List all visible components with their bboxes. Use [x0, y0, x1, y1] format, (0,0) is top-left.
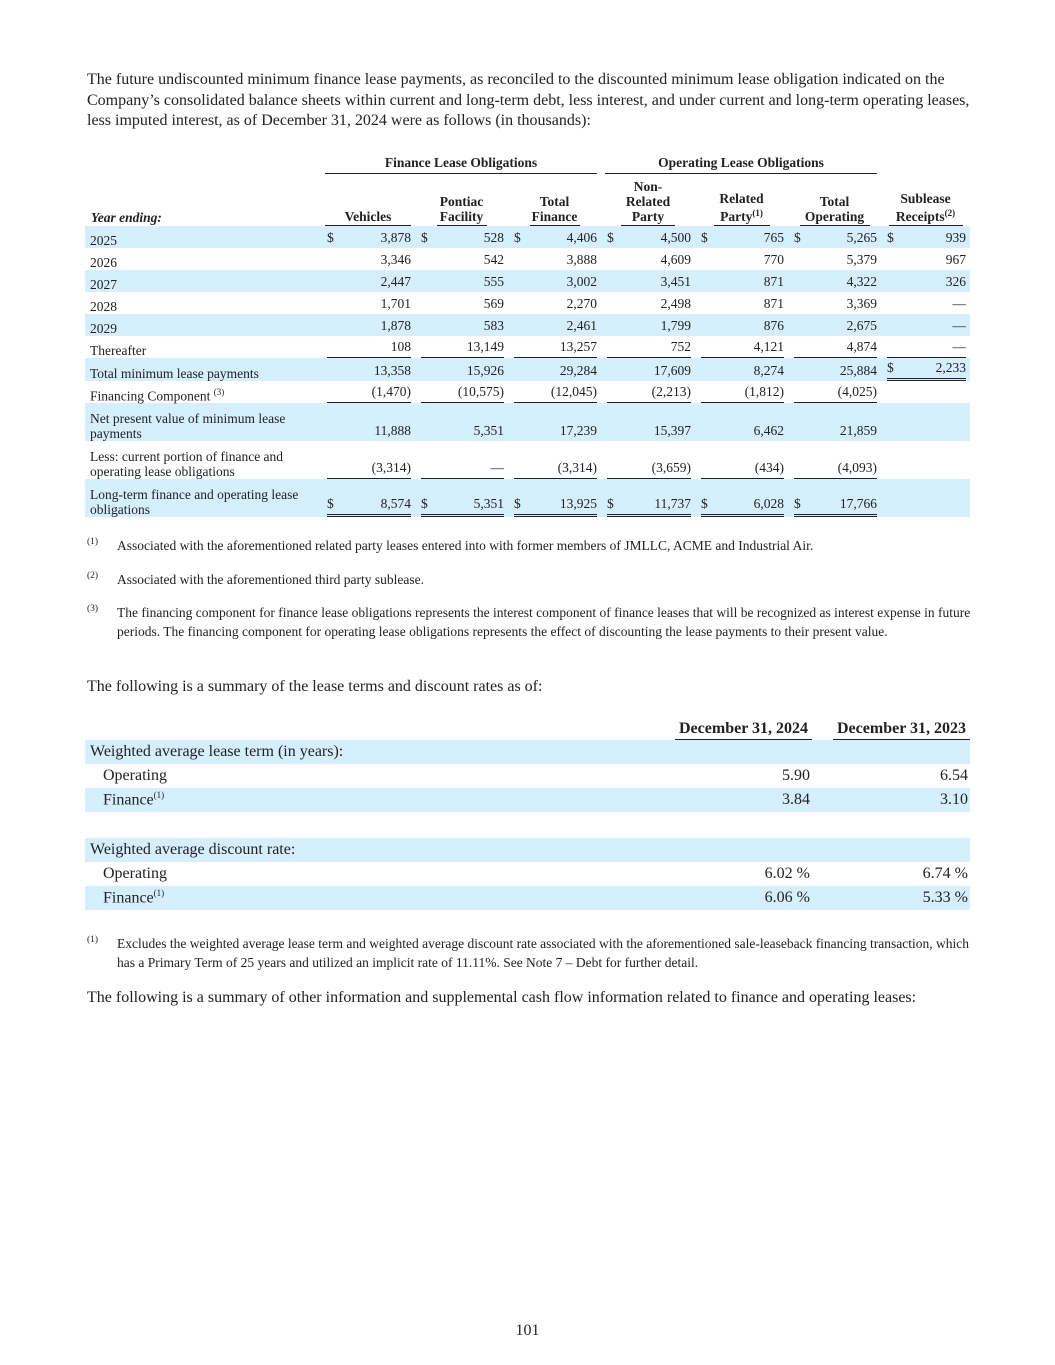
table-cell: 5,379: [846, 252, 877, 267]
table-cell: $ 5,265: [788, 226, 881, 248]
row-label: Financing Component $^{(3)}$: [90, 386, 225, 403]
table-cell: —: [881, 336, 970, 358]
table-cell: (4,093): [788, 441, 881, 479]
table-cell: (10,575): [415, 381, 508, 403]
intro-paragraph: The future undiscounted minimum finance lease payments, as reconciled to the discounted minimum lease obligation indicated on the Company’s consolidated balance sheets within current and long-term debt, less interest, and under current and long-term operating leases, less imputed interest, as of December 31, 2024 were as follows (in thousands):: [87, 71, 970, 129]
table-cell: —: [952, 296, 966, 311]
operating-group-header: Operating Lease Obligations: [601, 152, 881, 174]
table-cell: 13,149: [415, 336, 508, 358]
table-cell: 4,121: [695, 336, 788, 358]
table-cell: 5,351: [415, 403, 508, 441]
table-cell: 15,397: [601, 403, 695, 441]
table-cell: 2,675: [788, 314, 881, 336]
table-cell: [881, 479, 970, 517]
table-cell: 752: [601, 336, 695, 358]
table-cell: $ 13,925: [508, 479, 601, 517]
table-row: [85, 381, 970, 403]
table-cell: 3,369: [846, 296, 877, 311]
table-cell: 108: [321, 336, 415, 358]
table-cell: 3,346: [380, 252, 411, 267]
table-cell: $ 17,766: [788, 479, 881, 517]
table-cell: 11,888: [321, 403, 415, 441]
table-cell: 2,270: [566, 296, 597, 311]
table-cell: 3,002: [508, 270, 601, 292]
col-total-operating: Total Operating: [788, 174, 881, 226]
summary-footnote: (1) Excludes the weighted average lease term and weighted average discount rate associated with the aforementioned sale-leaseback financing transaction, which has a Primary Term of 25 years and utilized an implicit rate of 11.11%. See Note 7 – Debt for further detail.: [87, 935, 970, 970]
table-cell: $ 4,500: [601, 226, 695, 248]
table-cell: 1,878: [321, 314, 415, 336]
rate-operating-row: Operating 6.02 % 6.74 %: [103, 865, 968, 882]
table-cell: 13,257: [508, 336, 601, 358]
col-related: Related Party$^{(1)}$: [695, 174, 788, 226]
table-cell: —: [881, 314, 970, 336]
col-sublease: Sublease Receipts$^{(2)}$: [881, 174, 970, 226]
row-label: Long-term finance and operating lease obligations: [85, 479, 321, 517]
table-cell: 13,358: [321, 358, 415, 381]
term-header: Weighted average lease term (in years):: [85, 740, 970, 764]
table-row: [85, 479, 970, 517]
table-cell: (2,213): [601, 381, 695, 403]
table-cell: (1,812): [695, 381, 788, 403]
table-cell: 21,859: [788, 403, 881, 441]
table-cell: (434): [695, 441, 788, 479]
term-operating-row: Operating 5.90 6.54: [103, 767, 968, 784]
col-nonrelated: Non- Related Party: [601, 174, 695, 226]
table-cell: (3,659): [601, 441, 695, 479]
table-cell: 25,884: [788, 358, 881, 381]
table-cell: 871: [763, 296, 784, 311]
table-cell: $ 11,737: [601, 479, 695, 517]
table-cell: 542: [483, 252, 504, 267]
table-row: [85, 441, 970, 479]
table-cell: 2,461: [508, 314, 601, 336]
table-cell: (3,314): [508, 441, 601, 479]
col-total-finance: Total Finance: [508, 174, 601, 226]
table-cell: 4,609: [660, 252, 691, 267]
table-cell: $ 765: [695, 226, 788, 248]
table-cell: 871: [695, 270, 788, 292]
table-cell: (3,314): [321, 441, 415, 479]
footnote-1: (1) Associated with the aforementioned related party leases entered into with former members of JMLLC, ACME and Industrial Air.: [87, 537, 814, 553]
col-pontiac: Pontiac Facility: [415, 174, 508, 226]
table-cell: $ 4,406: [508, 226, 601, 248]
rate-finance-row: Finance$^{(1)}$ 6.06 % 5.33 %: [85, 886, 970, 910]
page-number: 101: [515, 1322, 540, 1339]
table-cell: 17,609: [601, 358, 695, 381]
table-cell: 1,799: [601, 314, 695, 336]
rate-header: Weighted average discount rate:: [85, 838, 970, 862]
table-row: [85, 358, 970, 381]
table-row: [85, 292, 970, 314]
table-cell: (1,470): [321, 381, 415, 403]
table-cell: 4,322: [788, 270, 881, 292]
table-cell: $ 2,233: [881, 358, 970, 381]
table-cell: 876: [695, 314, 788, 336]
table-cell: 29,284: [508, 358, 601, 381]
table-cell: 770: [763, 252, 784, 267]
lease-terms-table: [85, 716, 970, 910]
row-label: Total minimum lease payments: [85, 358, 321, 381]
row-label: 2027: [85, 270, 321, 292]
table-cell: 583: [415, 314, 508, 336]
col-dec-2024: December 31, 2024: [657, 716, 812, 740]
table-cell: $ 3,878: [321, 226, 415, 248]
table-cell: $ 939: [881, 226, 970, 248]
table-cell: 8,274: [695, 358, 788, 381]
table-row: [85, 336, 970, 358]
table-cell: 3,451: [601, 270, 695, 292]
col-dec-2023: December 31, 2023: [812, 716, 970, 740]
year-header: Year ending:: [91, 210, 162, 225]
table-row: [85, 226, 970, 248]
table-cell: [881, 381, 970, 403]
footnote-2: (2) Associated with the aforementioned third party sublease.: [87, 571, 425, 587]
lease-obligations-table: [85, 152, 970, 517]
table-cell: $ 8,574: [321, 479, 415, 517]
closing-paragraph: The following is a summary of other information and supplemental cash flow information related to finance and operating leases:: [87, 989, 917, 1006]
col-vehicles: Vehicles: [321, 174, 415, 226]
finance-group-header: Finance Lease Obligations: [321, 152, 601, 174]
table-cell: 3,888: [566, 252, 597, 267]
footnote-3: (3) The financing component for finance lease obligations represents the interest component of finance leases that will be recognized as interest expense in future periods. The financing component for operating lease obligations represents the effect of discounting the lease payments to their present value.: [87, 604, 971, 639]
table-cell: 2,498: [660, 296, 691, 311]
table-cell: —: [415, 441, 508, 479]
table-row: [85, 270, 970, 292]
row-label: 2029: [85, 314, 321, 336]
row-label: 2025: [85, 226, 321, 248]
table-cell: 326: [881, 270, 970, 292]
table-cell: [881, 403, 970, 441]
summary-intro: The following is a summary of the lease terms and discount rates as of:: [87, 678, 543, 695]
table-cell: 4,874: [788, 336, 881, 358]
table-cell: (4,025): [788, 381, 881, 403]
row-label: 2026: [90, 255, 117, 270]
row-label: Thereafter: [90, 343, 147, 358]
table-cell: $ 5,351: [415, 479, 508, 517]
row-label: Less: current portion of finance and operating lease obligations: [90, 449, 284, 479]
table-cell: (12,045): [508, 381, 601, 403]
table-cell: 15,926: [415, 358, 508, 381]
row-label: 2028: [90, 299, 117, 314]
table-row: [85, 248, 970, 270]
table-cell: [881, 441, 970, 479]
table-cell: $ 6,028: [695, 479, 788, 517]
table-row: [85, 403, 970, 441]
table-cell: 555: [415, 270, 508, 292]
table-cell: $ 528: [415, 226, 508, 248]
table-row: [85, 314, 970, 336]
table-cell: 569: [483, 296, 504, 311]
table-cell: 17,239: [508, 403, 601, 441]
table-cell: 1,701: [380, 296, 411, 311]
term-finance-row: Finance$^{(1)}$ 3.84 3.10: [85, 788, 970, 812]
table-cell: 6,462: [695, 403, 788, 441]
table-cell: 2,447: [321, 270, 415, 292]
row-label: Net present value of minimum lease payments: [85, 403, 321, 441]
table-cell: 967: [945, 252, 966, 267]
